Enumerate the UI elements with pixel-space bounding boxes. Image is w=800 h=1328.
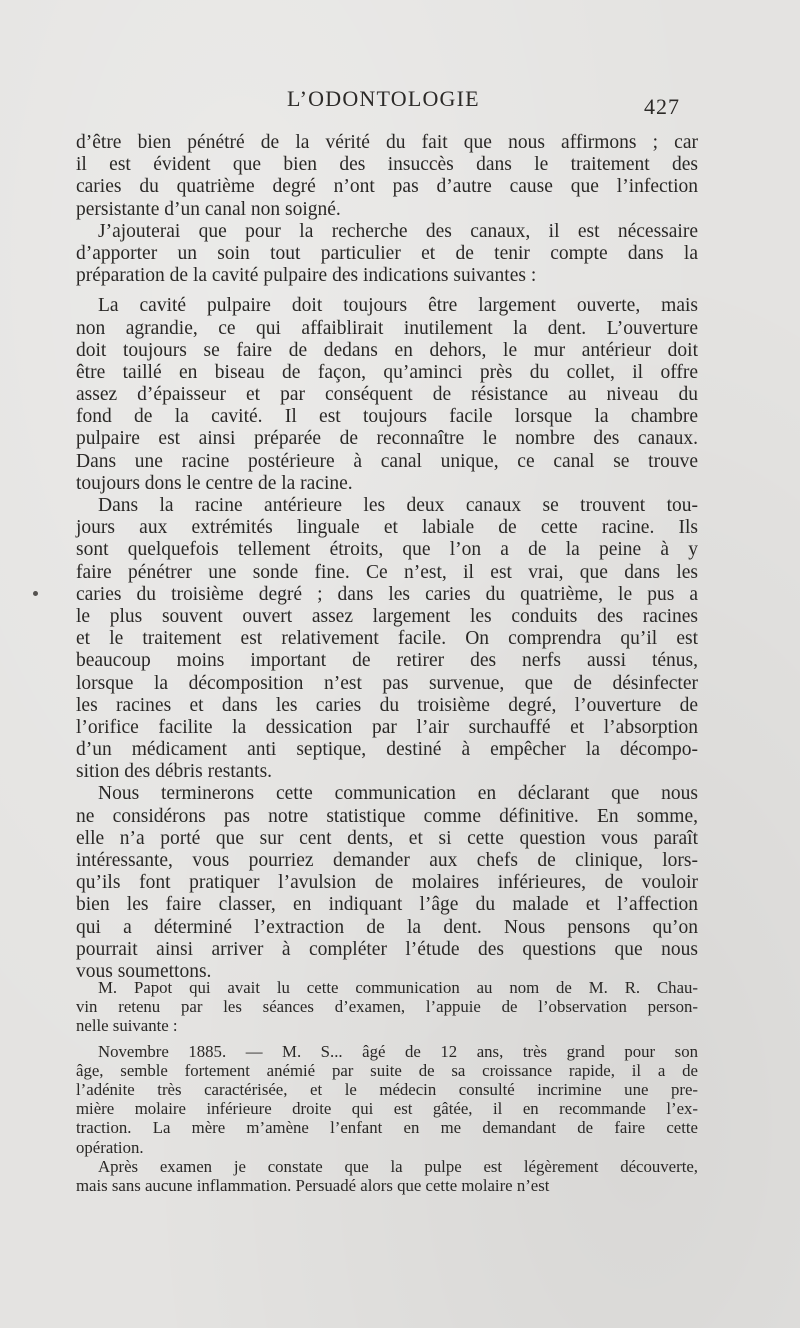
text-line: Dans une racine postérieure à canal unique, ce canal se trouve	[76, 450, 698, 472]
text-line: le plus souvent ouvert assez largement les conduits des racines	[76, 605, 698, 627]
text-line: opération.	[76, 1137, 144, 1157]
text-line: caries du troisième degré ; dans les caries du quatrième, le pus a	[76, 583, 698, 605]
text-line: qu’ils font pratiquer l’avulsion de molaires inférieures, de vouloir	[76, 872, 698, 894]
text-line: d’un médicament anti septique, destiné à empêcher la décompo-	[76, 739, 698, 761]
text-line: pourrait ainsi arriver à compléter l’étude des questions que nous	[76, 938, 698, 960]
text-line: vous soumettons.	[76, 960, 212, 982]
text-line: caries du quatrième degré n’ont pas d’autre cause que l’infection	[76, 176, 698, 198]
text-line: pulpaire est ainsi préparée de reconnaître le nombre des canaux.	[76, 428, 698, 450]
main-text	[76, 132, 698, 983]
text-line: mais sans aucune inflammation. Persuadé alors que cette molaire n’est	[76, 1175, 550, 1195]
text-line: traction. La mère m’amène l’enfant en me demandant de faire cette	[76, 1118, 698, 1138]
text-line: qui a déterminé l’extraction de la dent. Nous pensons qu’on	[76, 916, 698, 938]
text-line: vin retenu par les séances d’examen, l’appuie de l’observation person-	[76, 997, 698, 1017]
text-line: Nous terminerons cette communication en déclarant que nous	[98, 783, 698, 805]
text-line: être taillé en biseau de façon, qu’aminci près du collet, il offre	[76, 361, 698, 383]
text-line: l’orifice facilite la dessication par l’air surchauffé et l’absorption	[76, 716, 698, 738]
text-line: sition des débris restants.	[76, 761, 273, 783]
page-header	[0, 86, 800, 120]
text-line: assez d’épaisseur et par conséquent de résistance au niveau du	[76, 384, 698, 406]
text-line: d’apporter un soin tout particulier et de tenir compte dans la	[76, 242, 698, 264]
text-line: l’adénite très caractérisée, et le médecin consulté incrimine une pre-	[76, 1079, 698, 1099]
text-line: d’être bien pénétré de la vérité du fait que nous affirmons ; car	[76, 132, 698, 153]
page-number: 427	[644, 94, 680, 119]
text-line: non agrandie, ce qui affaiblirait inutilement la dent. L’ouverture	[76, 317, 698, 339]
text-line: lorsque la décomposition n’est pas survenue, que de désinfecter	[76, 672, 698, 694]
text-line: fond de la cavité. Il est toujours facile lorsque la chambre	[76, 406, 698, 428]
text-line: J’ajouterai que pour la recherche des canaux, il est nécessaire	[98, 220, 698, 242]
text-line: et le traitement est relativement facile. On comprendra qu’il est	[76, 628, 698, 650]
ink-speck	[33, 591, 38, 596]
text-line: Dans la racine antérieure les deux canaux se trouvent tou-	[98, 495, 698, 516]
text-line: intéressante, vous pourriez demander aux chefs de clinique, lors-	[76, 850, 698, 871]
text-line: elle n’a porté que sur cent dents, et si cette question vous paraît	[76, 827, 698, 849]
running-title: L’ODONTOLOGIE	[287, 86, 480, 111]
text-line: La cavité pulpaire doit toujours être largement ouverte, mais	[98, 295, 698, 317]
observation-text	[76, 978, 698, 1195]
text-line: M. Papot qui avait lu cette communication au nom de M. R. Chau-	[98, 978, 698, 997]
text-line: il est évident que bien des insuccès dans le traitement des	[76, 154, 698, 176]
text-line: toujours dons le centre de la racine.	[76, 472, 353, 494]
text-line: jours aux extrémités linguale et labiale de cette racine. Ils	[76, 517, 698, 539]
text-line: bien les faire classer, en indiquant l’âge du malade et l’affection	[76, 894, 698, 916]
text-line: Novembre 1885. — M. S... âgé de 12 ans, très grand pour son	[98, 1041, 698, 1061]
text-line: mière molaire inférieure droite qui est gâtée, il en recommande l’ex-	[76, 1099, 698, 1119]
text-line: préparation de la cavité pulpaire des indications suivantes :	[76, 265, 537, 287]
text-line: beaucoup moins important de retirer des nerfs aussi ténus,	[76, 650, 698, 672]
text-line: doit toujours se faire de dedans en dehors, le mur antérieur doit	[76, 339, 698, 361]
text-line: persistante d’un canal non soigné.	[76, 198, 341, 220]
text-line: nelle suivante :	[76, 1016, 178, 1036]
text-line: Après examen je constate que la pulpe est légèrement découverte,	[98, 1156, 698, 1176]
text-line: faire pénétrer une sonde fine. Ce n’est, il est vrai, que dans les	[76, 561, 698, 583]
text-line: sont quelquefois tellement étroits, que l’on a de la peine à y	[76, 539, 698, 561]
text-line: les racines et dans les caries du troisième degré, l’ouverture de	[76, 694, 698, 716]
text-line: âge, semble fortement anémié par suite de sa croissance rapide, il a de	[76, 1060, 698, 1080]
text-line: ne considérons pas notre statistique comme définitive. En somme,	[76, 805, 698, 827]
